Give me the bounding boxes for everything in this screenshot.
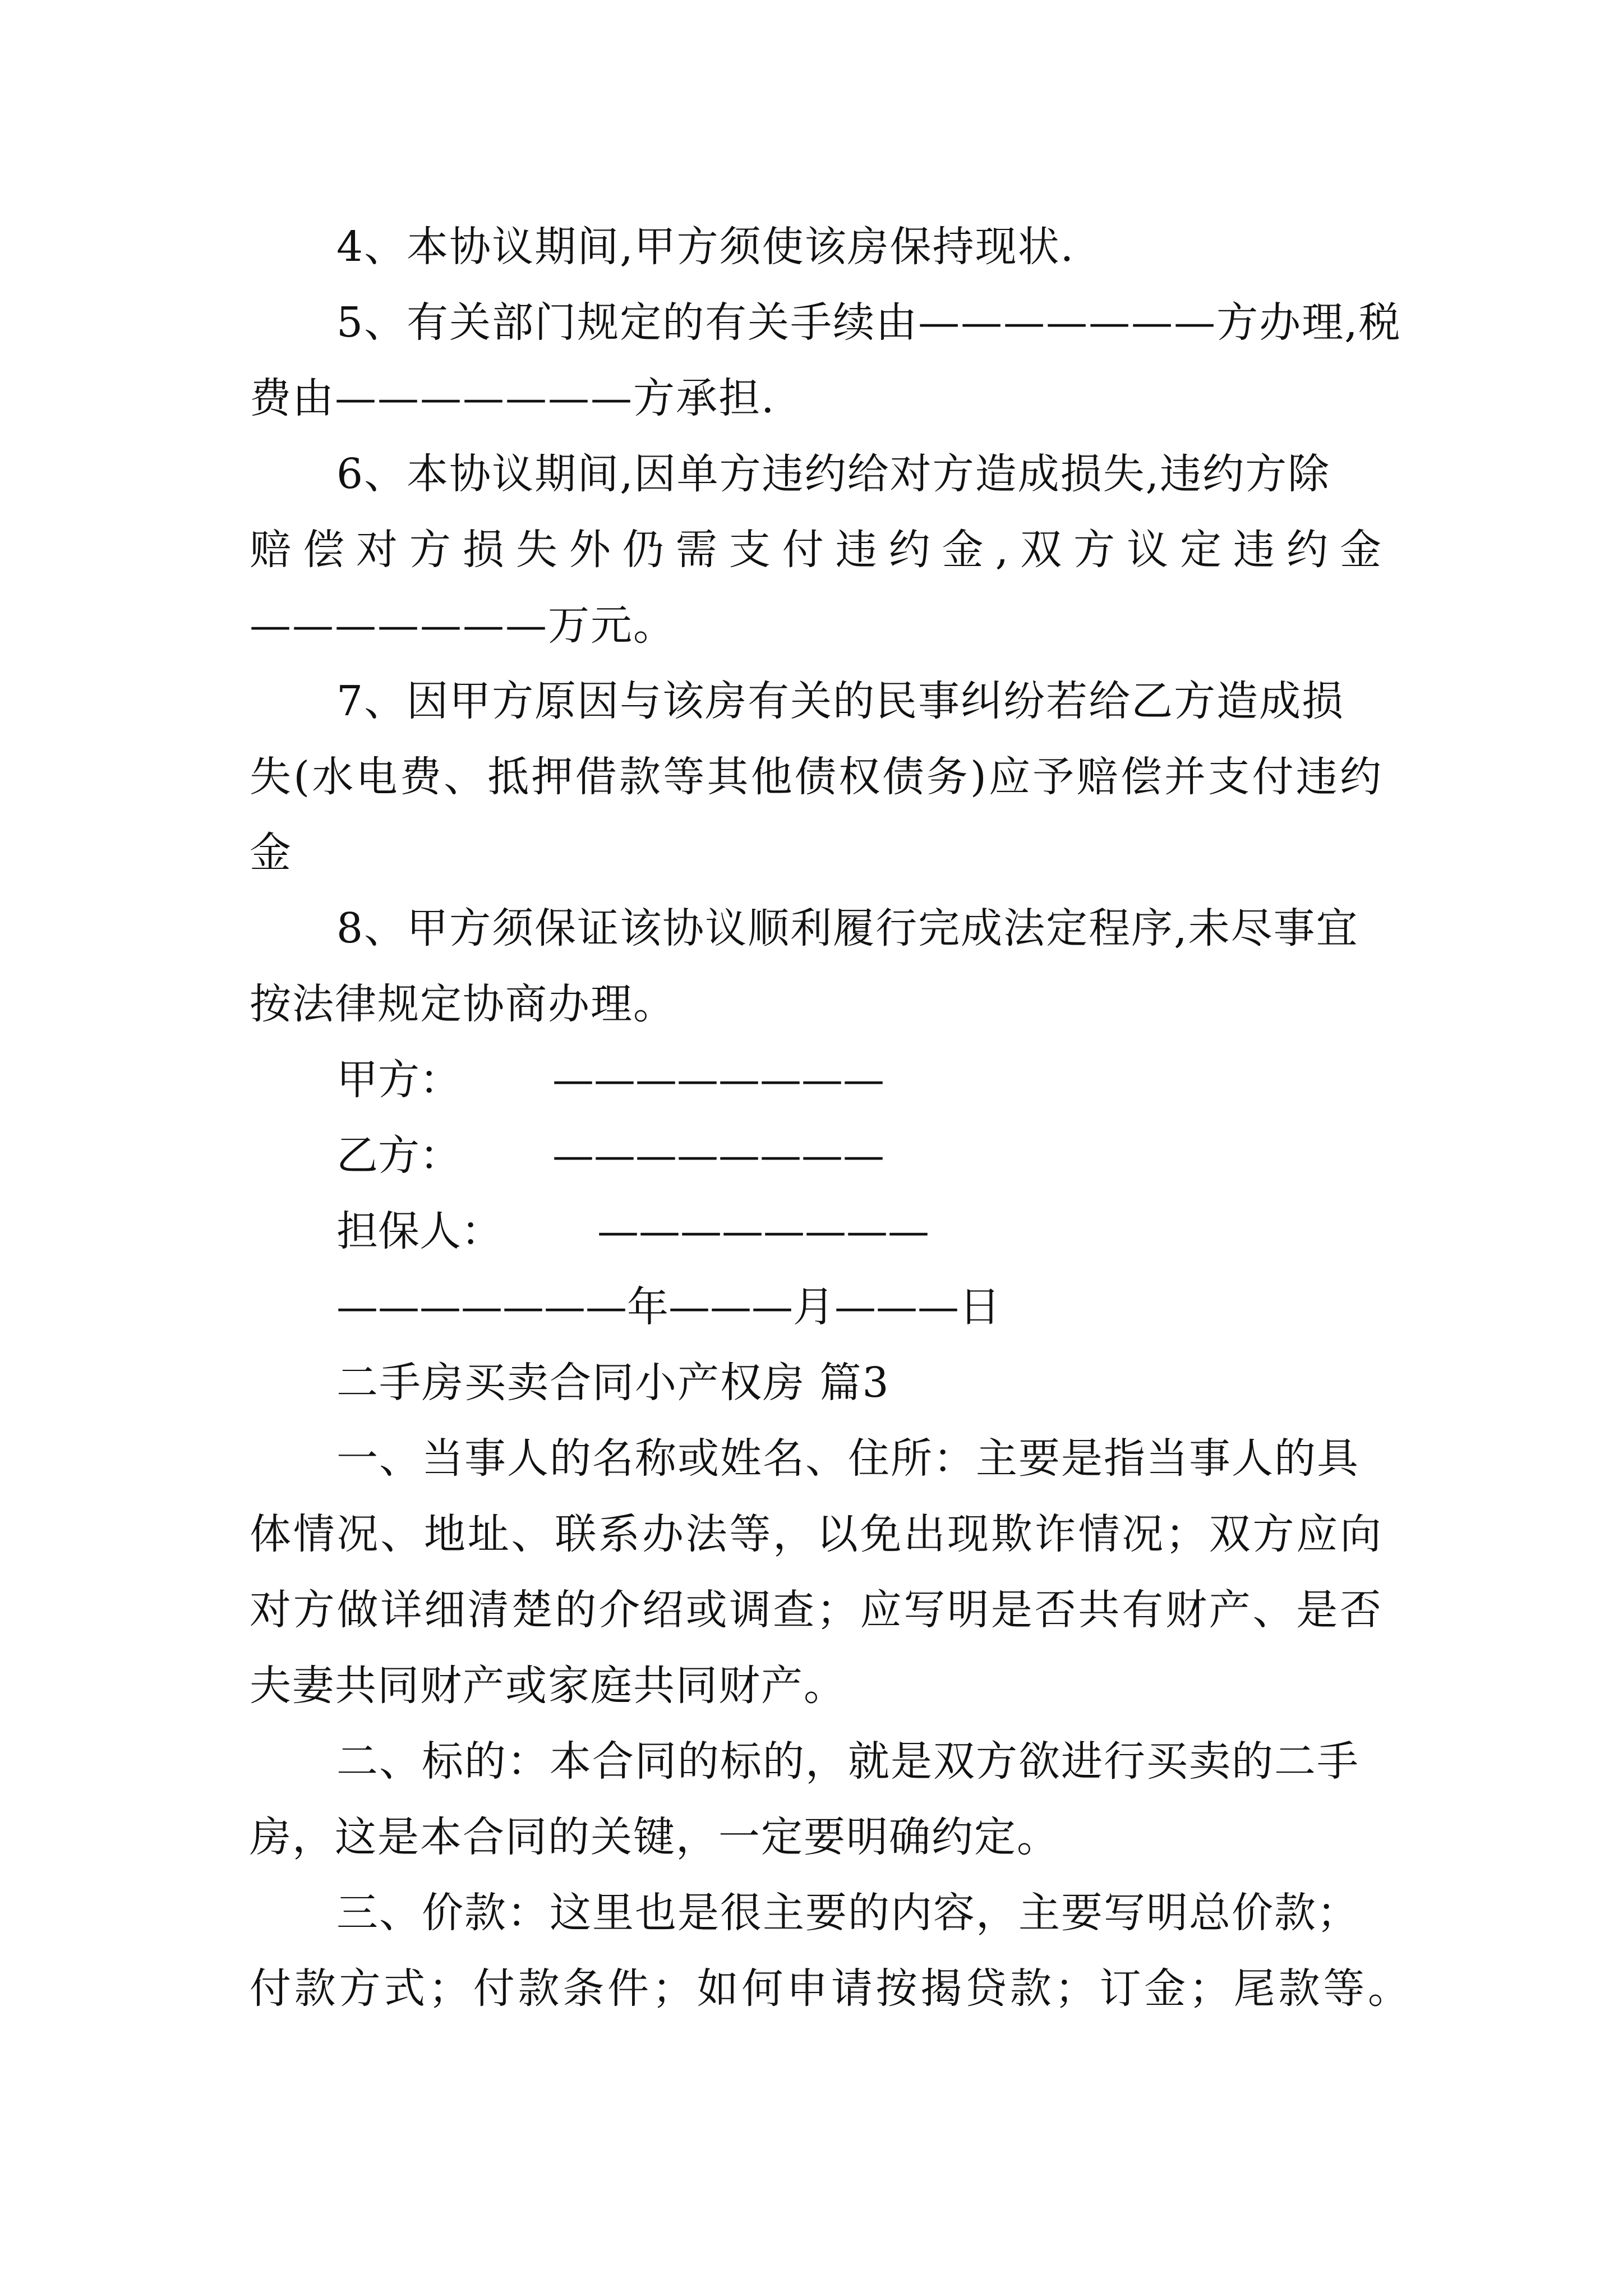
clause-6-line-2: 赔偿对方损失外仍需支付违约金,双方议定违约金 [250, 526, 1382, 574]
clause-7-line-3: 金 [250, 829, 292, 877]
section-item-2-line-1: 二、标的：本合同的标的，就是双方欲进行买卖的二手 [336, 1737, 1359, 1786]
clause-7-line-1: 7、因甲方原因与该房有关的民事纠纷若给乙方造成损 [336, 677, 1345, 725]
clause-8-line-1: 8、甲方须保证该协议顺利履行完成法定程序,未尽事宜 [336, 904, 1359, 953]
section-item-3-line-2: 付款方式；付款条件；如何申请按揭贷款；订金；尾款等。 [250, 1964, 1410, 2013]
guarantor-signature-blank: ———————— [597, 1207, 929, 1255]
clause-4-line-1: 4、本协议期间,甲方须使该房保持现状. [336, 223, 1075, 271]
clause-6-line-1: 6、本协议期间,因单方违约给对方造成损失,违约方除 [336, 450, 1331, 498]
party-b-label: 乙方： [336, 1131, 461, 1180]
section-item-2-line-2: 房，这是本合同的关键，一定要明确约定。 [250, 1813, 1059, 1861]
guarantor-label: 担保人： [336, 1207, 502, 1255]
section-item-1-line-3: 对方做详细清楚的介绍或调查；应写明是否共有财产、是否 [250, 1586, 1382, 1634]
party-b-signature-blank: ———————— [552, 1131, 884, 1180]
clause-7-line-2: 失(水电费、抵押借款等其他债权债务)应予赔偿并支付违约 [250, 753, 1382, 801]
section-item-1-line-1: 一、当事人的名称或姓名、住所：主要是指当事人的具 [336, 1434, 1359, 1483]
clause-5-line-2: 费由———————方承担. [250, 374, 776, 422]
clause-6-line-3: ———————万元。 [250, 601, 676, 650]
section-item-3-line-1: 三、价款：这里也是很主要的内容，主要写明总价款； [336, 1889, 1359, 1937]
party-a-label: 甲方： [336, 1056, 461, 1104]
date-line: ———————年———月———日 [336, 1283, 1000, 1331]
clause-5-line-1: 5、有关部门规定的有关手续由———————方办理,税 [336, 298, 1401, 347]
section-item-1-line-2: 体情况、地址、联系办法等，以免出现欺诈情况；双方应向 [250, 1510, 1382, 1558]
section-item-1-line-4: 夫妻共同财产或家庭共同财产。 [250, 1662, 846, 1710]
party-a-signature-blank: ———————— [552, 1056, 884, 1104]
section-title: 二手房买卖合同小产权房 篇3 [336, 1359, 890, 1407]
clause-8-line-2: 按法律规定协商办理。 [250, 980, 676, 1028]
